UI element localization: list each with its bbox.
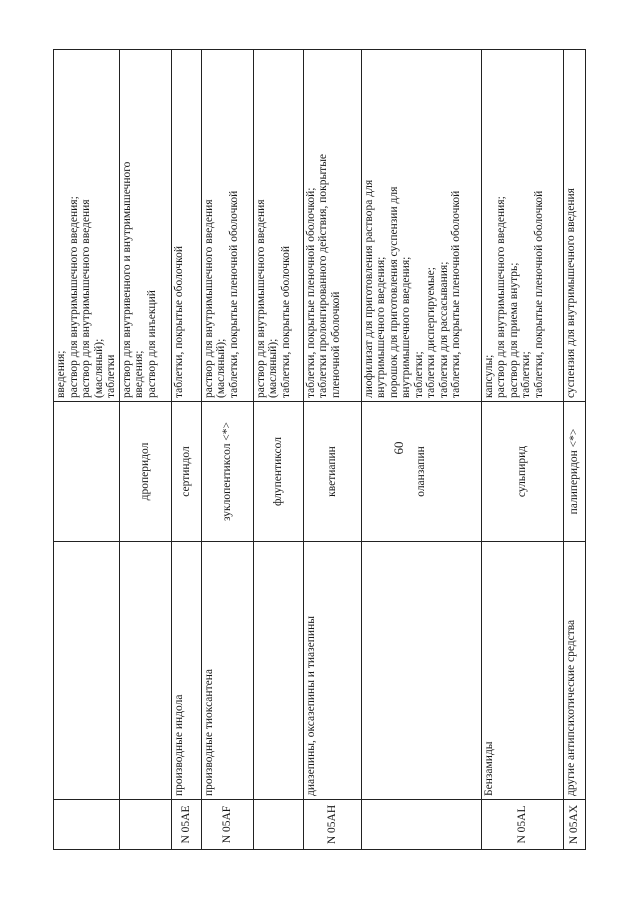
group-name-cell: Бензамиды xyxy=(481,542,563,800)
atc-code-cell: N 05AE xyxy=(171,800,201,850)
dosage-forms-cell xyxy=(171,50,201,402)
table-row xyxy=(303,50,361,850)
atc-code-cell: N 05AL xyxy=(481,800,563,850)
rotated-table-container xyxy=(53,50,593,850)
drug-name-cell: палиперидон <*> xyxy=(563,402,585,542)
dosage-form-line: (масляный); xyxy=(267,338,279,398)
group-name-cell xyxy=(54,542,120,800)
dosage-form-line: (масляный); xyxy=(215,338,227,398)
dosage-forms-cell xyxy=(119,50,171,402)
drug-name-cell: зуклопентиксол <*> xyxy=(201,402,253,542)
drug-name-cell: дроперидол xyxy=(119,402,171,542)
group-name-cell: диазепины, оксазепины и тиазепины xyxy=(303,542,361,800)
drug-name-cell: оланзапин xyxy=(361,402,481,542)
dosage-form-line: таблетки, покрытые оболочкой xyxy=(172,246,185,398)
table-row xyxy=(171,50,201,850)
dosage-form-line: таблетки xyxy=(105,354,117,398)
drug-name-cell: кветиапин xyxy=(303,402,361,542)
drug-name-cell: сульпирид xyxy=(481,402,563,542)
table-row xyxy=(119,50,171,850)
table-row xyxy=(481,50,563,850)
atc-code-cell xyxy=(253,800,303,850)
atc-code-cell: N 05AH xyxy=(303,800,361,850)
table-row xyxy=(201,50,253,850)
dosage-form-line: таблетки, покрытые оболочкой xyxy=(279,246,292,398)
atc-code-cell: N 05AF xyxy=(201,800,253,850)
dosage-forms-cell xyxy=(303,50,361,402)
dosage-forms-cell xyxy=(481,50,563,402)
dosage-form-line: капсулы; xyxy=(482,354,495,398)
group-name-cell: другие антипсихотические средства xyxy=(563,542,585,800)
dosage-form-line: таблетки, покрытые пленочной оболочкой; xyxy=(304,187,317,398)
drug-name-cell: флупентиксол xyxy=(253,402,303,542)
page-number: 60 xyxy=(391,441,406,455)
dosage-form-line: раствор для внутримышечного введения xyxy=(80,199,92,398)
group-name-cell xyxy=(361,542,481,800)
dosage-form-line: раствор для внутримышечного введения xyxy=(254,199,267,398)
dosage-form-line: суспензия для внутримышечного введения xyxy=(564,188,577,398)
atc-code-cell xyxy=(119,800,171,850)
dosage-form-line: раствор для внутримышечного введения xyxy=(202,199,215,398)
dosage-form-line: пленочной оболочкой xyxy=(329,291,342,398)
dosage-form-line: таблетки, покрытые пленочной оболочкой xyxy=(227,190,240,398)
dosage-form-line: таблетки пролонгированного действия, покрытые xyxy=(317,153,329,398)
drug-list-table xyxy=(53,49,586,850)
dosage-form-line: (масляный); xyxy=(92,338,105,398)
group-name-cell xyxy=(253,542,303,800)
dosage-form-line: таблетки; xyxy=(520,351,532,398)
dosage-forms-cell xyxy=(253,50,303,402)
dosage-form-line: таблетки диспергируемые; xyxy=(425,267,437,398)
drug-name-cell xyxy=(54,402,120,542)
table-row xyxy=(563,50,585,850)
dosage-form-line: внутримышечного введения; xyxy=(400,256,412,398)
dosage-form-line: таблетки для рассасывания; xyxy=(437,261,450,398)
dosage-form-line: порошок для приготовления суспензии для xyxy=(387,186,400,398)
dosage-forms-cell xyxy=(563,50,585,402)
dosage-form-line: раствор для инъекций xyxy=(145,290,158,398)
atc-code-cell xyxy=(54,800,120,850)
group-name-cell: производные индола xyxy=(171,542,201,800)
group-name-cell: производные тиоксантена xyxy=(201,542,253,800)
dosage-forms-cell xyxy=(201,50,253,402)
group-name-cell xyxy=(119,542,171,800)
dosage-form-line: таблетки, покрытые пленочной оболочкой xyxy=(450,190,462,398)
dosage-form-line: таблетки, покрытые пленочной оболочкой xyxy=(532,190,545,398)
dosage-form-line: внутримышечного введения; xyxy=(375,256,387,398)
dosage-forms-cell xyxy=(361,50,481,402)
dosage-forms-cell xyxy=(54,50,120,402)
dosage-form-line: таблетки; xyxy=(412,351,425,398)
dosage-form-line: раствор для внутримышечного введения; xyxy=(495,196,507,398)
table-row xyxy=(54,50,120,850)
drug-name-cell: сертиндол xyxy=(171,402,201,542)
table-row xyxy=(361,50,481,850)
table-row xyxy=(253,50,303,850)
dosage-form-line: раствор для приема внутрь; xyxy=(507,262,520,398)
dosage-form-line: лиофилизат для приготовления раствора для xyxy=(362,179,375,398)
dosage-form-line: введения; xyxy=(133,350,145,398)
atc-code-cell: N 05AX xyxy=(563,800,585,850)
atc-code-cell xyxy=(361,800,481,850)
dosage-form-line: введения; xyxy=(55,350,67,398)
dosage-form-line: раствор для внутривенного и внутримышечного xyxy=(120,161,133,398)
dosage-form-line: раствор для внутримышечного введения; xyxy=(67,196,80,398)
